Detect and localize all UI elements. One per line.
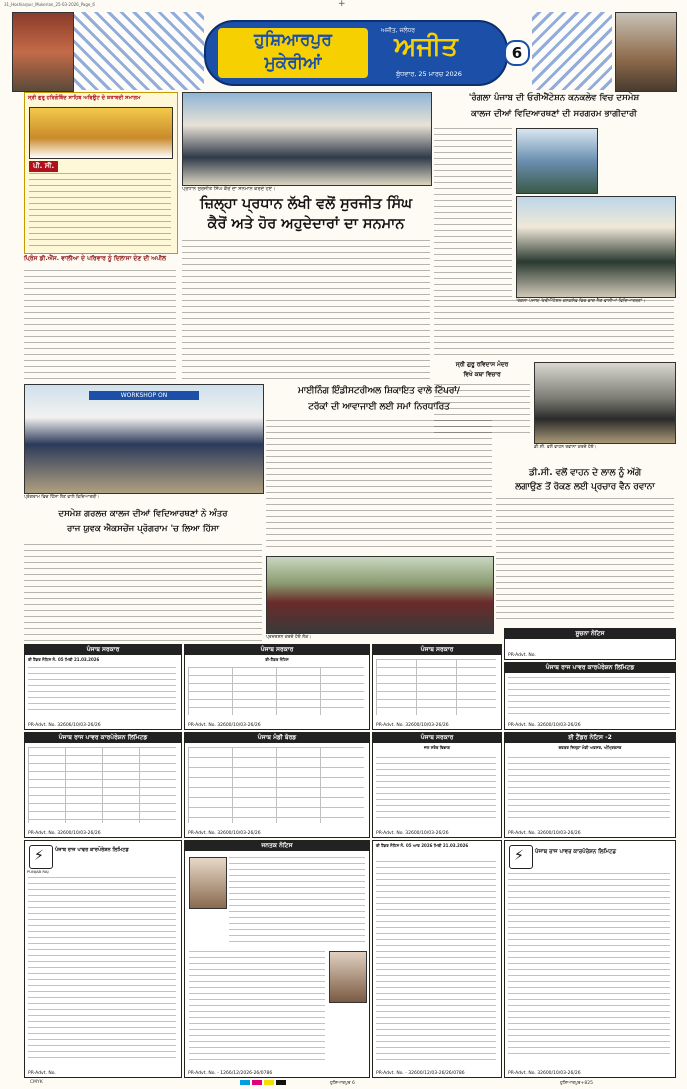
group-photo-banner: WORKSHOP ON	[89, 391, 199, 400]
ad1-title: ਪੰਜਾਬ ਸਰਕਾਰ	[25, 645, 181, 655]
ad3-title: ਪੰਜਾਬ ਸਰਕਾਰ	[373, 645, 501, 655]
gurdwara-text	[434, 384, 530, 434]
promo-title: ਸ੍ਰੀ ਗੁਰੂ ਹਰਿਗੋਬਿੰਦ ਸਾਹਿਬ ਅਵਿਊਟ ਦੇ ਸ਼ਤਾਬਦੀ ਸਮਾਗਮ	[28, 95, 141, 101]
right-headline-line2: ਕਾਲਜ ਦੀਆਂ ਵਿਦਿਆਰਥਣਾਂ ਦੀ ਸਰਗਰਮ ਭਾਗੀਦਾਰੀ	[471, 109, 637, 119]
dc-headline-line1: ਡੀ.ਸੀ. ਵਲੋਂ ਵਾਹਨ ਦੇ ਲਾਲ ਨੂੰ ਅੱਗੇ	[529, 468, 641, 478]
missing-child-photo-2	[329, 951, 367, 1003]
ad2-table	[188, 667, 364, 715]
bottom-right: ਹੁਸ਼ਿਆਰਪੁਰ+825	[560, 1081, 593, 1086]
ad12-lines	[376, 861, 496, 1061]
ad9-title: ਈ ਟੈਂਡਰ ਨੋਟਿਸ -2	[505, 733, 675, 743]
lead-headline-line2: ਕੈਰੋਂ ਅਤੇ ਹੋਰ ਅਹੁਦੇਦਾਰਾਂ ਦਾ ਸਨਮਾਨ	[207, 216, 405, 232]
masthead-photo-right	[615, 12, 677, 92]
ad-5	[504, 662, 676, 730]
ad-9	[504, 732, 676, 838]
magenta-swatch	[252, 1080, 262, 1085]
crop-mark-icon: +	[338, 0, 346, 9]
ad-6	[184, 732, 370, 838]
brand-logo: ਅਜੀਤ	[394, 32, 458, 62]
gurdwara-headline-line1: ਸ੍ਰੀ ਗੁਰੂ ਰਵਿਦਾਸ ਮੰਦਰ	[455, 362, 509, 368]
ad9-sub: ਦਫਤਰ ਜ਼ਿਲ੍ਹਾ ਮੰਡੀ ਅਫਸਰ, ਅੰਮ੍ਰਿਤਸਰ	[558, 745, 622, 750]
right-story-text-col1	[434, 128, 512, 298]
bottom-left: CMYK	[30, 1080, 43, 1085]
ad12-sub: ਈ ਟੈਂਡਰ ਨੋਟਿਸ ਨੰ. 05 ਆਫ 2026 ਮਿਤੀ 21.03.2026	[376, 843, 469, 848]
ad-2	[184, 644, 370, 730]
gurdwara-headline-line2: ਵਿਖੇ ਕਥਾ ਵਿਚਾਰ	[463, 372, 501, 378]
masthead-banner	[204, 20, 508, 86]
ad4-title: ਸੂਚਨਾ ਨੋਟਿਸ	[505, 629, 675, 639]
promo-photo	[29, 107, 173, 159]
ad2-title: ਪੰਜਾਬ ਸਰਕਾਰ	[185, 645, 369, 655]
ad8-title: ਪੰਜਾਬ ਸਰਕਾਰ	[373, 733, 501, 743]
dasmesh-headline-line2: ਰਾਜ ਯੁਵਕ ਐਕਸਚੇਂਜ ਪ੍ਰੋਗਰਾਮ 'ਚ ਲਿਆ ਹਿੱਸਾ	[66, 524, 220, 534]
ad13-title: ਪੰਜਾਬ ਰਾਜ ਪਾਵਰ ਕਾਰਪੋਰੇਸ਼ਨ ਲਿਮਿਟਡ	[535, 849, 617, 855]
bottom-mid: ਹੁਸ਼ਿਆਰਪੁਰ 6	[330, 1081, 355, 1086]
ad1-footer: PR-Advt. No. 32606/10/03-26/26	[28, 723, 101, 728]
right-headline-line1: 'ਰੰਗਲਾ ਪੰਜਾਬ ਦੀ ਓਰੀਐਂਟੇਸ਼ਨ ਕਨਕਲੇਵ ਵਿਚ ਦਸਮੇਸ਼	[468, 93, 640, 103]
ad-8	[372, 732, 502, 838]
lead-story-text	[182, 240, 430, 380]
ad1-lines	[28, 667, 176, 715]
right-photo-large	[516, 196, 676, 298]
dc-story-text	[496, 498, 674, 624]
missing-child-photo-1	[189, 857, 227, 909]
masthead-date: ਬੁੱਧਵਾਰ, 25 ਮਾਰਚ 2026	[396, 70, 462, 78]
mid-story-text	[266, 420, 492, 552]
ad-10	[24, 840, 182, 1078]
ad5-footer: PR-Advt. No. 32600/10/03-26/26	[508, 723, 581, 728]
edition-box	[218, 28, 368, 78]
mid-headline-line2: ਟਰੱਕਾਂ ਦੀ ਆਵਾਜਾਈ ਲਈ ਸਮਾਂ ਨਿਰਧਾਰਿਤ	[308, 402, 450, 412]
ad1-sub: ਈ ਟੈਂਡਰ ਨੋਟਿਸ ਨੰ. 05 ਮਿਤੀ 21.03.2026	[28, 657, 100, 662]
logo-badge	[29, 845, 53, 869]
group-photo-caption: ਪ੍ਰੋਗਰਾਮ ਵਿਚ ਹਿੱਸਾ ਲੈਣ ਵਾਲੇ ਵਿਦਿਆਰਥੀ।	[24, 495, 100, 500]
dasmesh-headline-line1: ਦਸਮੇਸ਼ ਗਰਲਜ਼ ਕਾਲਜ ਦੀਆਂ ਵਿਦਿਆਰਥਣਾਂ ਨੇ ਅੰਤਰ	[58, 509, 228, 519]
masthead	[12, 12, 675, 90]
ad7-table	[28, 747, 176, 823]
right-photo-caption: 'ਰੰਗਲਾ ਪੰਜਾਬ' ਓਰੀਐਂਟੇਸ਼ਨ ਕਨਕਲੇਵ ਵਿਚ ਭਾਗ ਲੈਣ ਵਾਲੀਆਂ ਵਿਦਿਆਰਥਣਾਂ।	[516, 299, 646, 304]
ad5-lines	[508, 677, 670, 715]
ad13-lines	[508, 873, 670, 1059]
ad8-lines	[376, 757, 496, 823]
ad-4	[504, 628, 676, 660]
ad9-footer: PR-Advt. No. 32600/10/03-26/26	[508, 831, 581, 836]
jeep-caption: ਡੀ.ਸੀ. ਵਲੋਂ ਵਾਹਨ ਰਵਾਨਾ ਕਰਦੇ ਹੋਏ।	[534, 445, 597, 450]
ad4-footer: PR-Advt. No.	[508, 653, 536, 658]
lead-photo-caption: ਪ੍ਰਧਾਨ ਸੁਰਜੀਤ ਸਿੰਘ ਕੈਰੋਂ ਦਾ ਸਨਮਾਨ ਕਰਦੇ ਹੋਏ।	[182, 186, 276, 192]
masthead-photo-left	[12, 12, 74, 92]
edition-line1: ਹੁਸ਼ਿਆਰਪੁਰ	[254, 30, 332, 50]
edition-line2: ਮੁਕੇਰੀਆਂ	[264, 53, 322, 73]
ad11-title: ਜਨਤਕ ਨੋਟਿਸ	[185, 841, 369, 851]
ad3-footer: PR-Advt. No. 32600/10/03-26/26	[376, 723, 449, 728]
left-story-text	[24, 270, 176, 382]
ad9-lines	[508, 757, 670, 823]
ad2-sub: ਈ-ਟੈਂਡਰ ਨੋਟਿਸ	[265, 657, 289, 662]
ad5-title: ਪੰਜਾਬ ਰਾਜ ਪਾਵਰ ਕਾਰਪੋਰੇਸ਼ਨ ਲਿਮਿਟਡ	[505, 663, 675, 673]
ad10-lines	[28, 877, 176, 1061]
ad11-lines	[229, 857, 365, 947]
ad3-table	[376, 659, 496, 715]
right-photo-small	[516, 128, 598, 194]
ad-13	[504, 840, 676, 1078]
black-swatch	[276, 1080, 286, 1085]
ad10-logo-label: PUNJAB RAJ	[27, 869, 49, 874]
ad8-sub: ਜਲ ਸਰੋਤ ਵਿਭਾਗ	[424, 745, 450, 750]
ad-11	[184, 840, 370, 1078]
ad12-footer: PR-Advt. No. - 32600/12/03-26/26/0786	[376, 1071, 465, 1076]
top-file-strip	[0, 0, 687, 9]
protest-photo	[266, 556, 494, 634]
ad10-footer: PR-Advt. No.	[28, 1071, 56, 1076]
file-info: 31_Hoshiarpur_Mukerian_25-03-2026_Page_6	[4, 2, 95, 7]
ad-1	[24, 644, 182, 730]
group-photo	[24, 384, 264, 494]
page-number: 6	[511, 44, 523, 62]
ad6-table	[188, 747, 364, 823]
left-story-headline: ਪ੍ਰਿੰਸ ਡੀ.ਐੱਸ. ਵਾਲੀਆ ਦੇ ਪਰਿਵਾਰ ਨੂੰ ਦਿਲਾਸਾ ਦੇਣ ਦੀ ਅਪੀਲ	[24, 255, 167, 262]
masthead-pattern-left	[74, 12, 204, 90]
ad10-title: ਪੰਜਾਬ ਰਾਜ ਪਾਵਰ ਕਾਰਪੋਰੇਸ਼ਨ ਲਿਮਿਟਡ	[55, 847, 129, 853]
page-number-badge	[504, 40, 530, 66]
promo-box	[24, 92, 178, 254]
cyan-swatch	[240, 1080, 250, 1085]
power-logo-icon-2: ⚡	[514, 848, 524, 864]
color-registration-bar	[240, 1080, 288, 1087]
power-logo-icon: ⚡	[34, 848, 44, 864]
ad-12	[372, 840, 502, 1078]
jeep-photo	[534, 362, 676, 444]
masthead-pattern-right	[532, 12, 612, 90]
promo-label: ਪੀ. ਸੀ.	[29, 161, 58, 172]
bottom-strip	[0, 1078, 687, 1089]
ad-7	[24, 732, 182, 838]
ad6-title: ਪੰਜਾਬ ਮੰਡੀ ਬੋਰਡ	[185, 733, 369, 743]
mid-headline-line1: ਮਾਈਨਿੰਗ ਇੰਡੀਸਟਰੀਅਲ ਸ਼ਿਕਾਇਤ ਵਾਲੇ ਟਿੱਪਰਾਂ/	[297, 386, 461, 396]
ad11-lines-2	[189, 951, 325, 1061]
ad7-title: ਪੰਜਾਬ ਰਾਜ ਪਾਵਰ ਕਾਰਪੋਰੇਸ਼ਨ ਲਿਮਿਟਡ	[25, 733, 181, 743]
protest-caption: ਪ੍ਰਦਰਸ਼ਨ ਕਰਦੇ ਹੋਏ ਲੋਕ।	[266, 635, 312, 640]
yellow-swatch	[264, 1080, 274, 1085]
logo-badge-2	[509, 845, 533, 869]
ad11-footer: PR-Advt. No. - 1266/12/2026-26/0786	[188, 1071, 273, 1076]
ad6-footer: PR-Advt. No. 32600/10/03-26/26	[188, 831, 261, 836]
dasmesh-text	[24, 544, 262, 642]
right-story-text-col2	[434, 300, 674, 360]
dc-headline-line2: ਲਗਾਉਣ ਤੋਂ ਰੋਕਣ ਲਈ ਪ੍ਰਚਾਰ ਵੈਨ ਰਵਾਨਾ	[515, 482, 655, 492]
promo-text	[29, 173, 171, 249]
ad-3	[372, 644, 502, 730]
brand-small: ਅਜੀਤ, ਜਲੰਧਰ	[381, 27, 416, 34]
ad7-footer: PR-Advt. No. 32600/10/03-26/26	[28, 831, 101, 836]
ad2-footer: PR-Advt. No. 32600/10/03-26/26	[188, 723, 261, 728]
lead-photo	[182, 92, 432, 186]
ad8-footer: PR-Advt. No. 32600/10/03-26/26	[376, 831, 449, 836]
ad13-footer: PR-Advt. No. 32600/10/03-26/26	[508, 1071, 581, 1076]
lead-headline-line1: ਜ਼ਿਲ੍ਹਾ ਪ੍ਰਧਾਨ ਲੱਖੀ ਵਲੋਂ ਸੁਰਜੀਤ ਸਿੰਘ	[199, 196, 412, 212]
